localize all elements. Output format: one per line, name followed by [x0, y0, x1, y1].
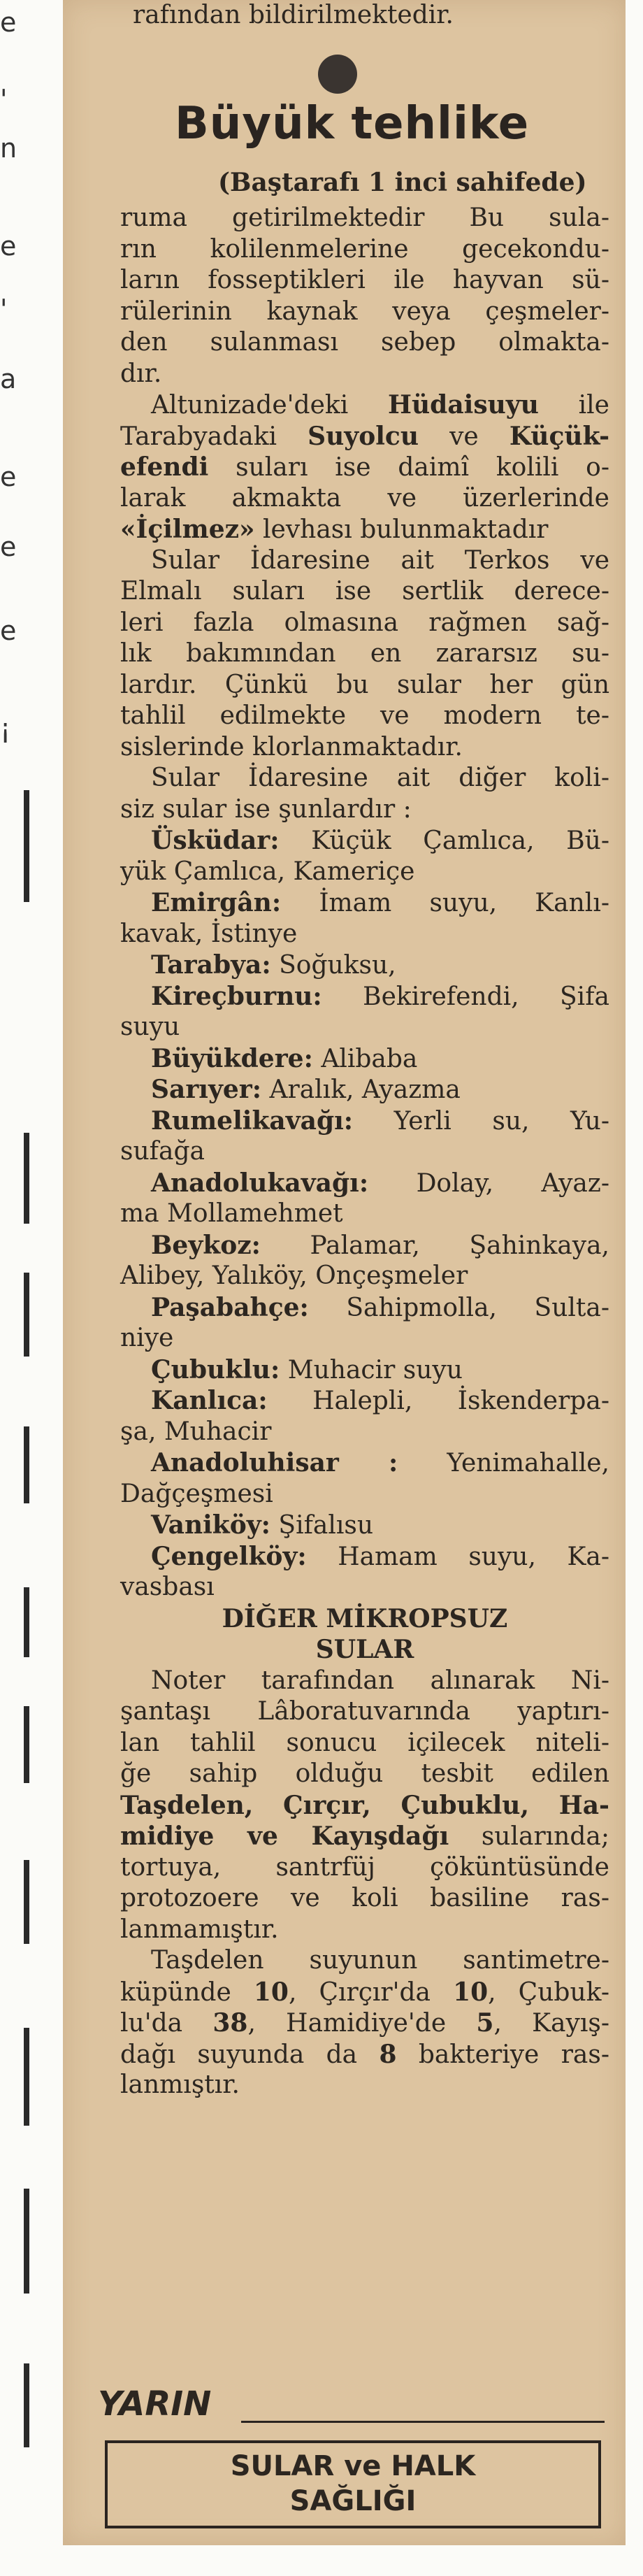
strip-letter: e: [0, 7, 17, 38]
text: dağı suyunda da: [120, 2040, 380, 2069]
text-line: tahlil edilmekte ve modern te-: [120, 701, 609, 730]
place-continuation: yük Çamlıca, Kameriçe: [120, 857, 415, 886]
article-body: [120, 203, 609, 2101]
place-name: Rumelikavağı:: [151, 1105, 354, 1136]
place-entry: [120, 1447, 609, 1479]
place-name: Büyükdere:: [151, 1043, 313, 1073]
place-name: Kireçburnu:: [151, 981, 322, 1011]
footer-label: YARIN: [98, 2384, 212, 2424]
strip-letter: ¡: [0, 713, 11, 744]
text-line: rın kolilenmelerine gecekondu-: [120, 234, 609, 264]
place-sources: Muhacir suyu: [280, 1355, 463, 1384]
place-entry: [120, 1354, 609, 1386]
place-continuation: niye: [120, 1324, 174, 1352]
subhead: (Baştarafı 1 inci sahifede): [218, 168, 587, 197]
place-name: Sarıyer:: [151, 1075, 262, 1104]
text: sularında;: [449, 1822, 609, 1851]
text: , Çırçır'da: [288, 1977, 454, 2007]
place-name: Vaniköy:: [151, 1510, 270, 1540]
place-name: Çubuklu:: [151, 1354, 280, 1384]
text: , Hamidiye'de: [247, 2009, 477, 2038]
text: lanmıştır.: [120, 2070, 240, 2099]
place-sources: Hamam suyu, Ka-: [306, 1542, 609, 1571]
strip-letter: a: [0, 364, 17, 394]
text: Altunizade'deki: [151, 391, 388, 420]
bold-text: 8: [379, 2039, 397, 2069]
text: levhası bulunmaktadır: [254, 515, 549, 544]
place-name: Üsküdar:: [151, 826, 280, 855]
text: , Çubuk-: [488, 1977, 609, 2007]
text-line: lardır. Çünkü bu sular her gün: [120, 670, 609, 699]
strip-letter: ': [0, 294, 8, 324]
paragraph-2: [120, 389, 609, 545]
bold-text: Hüdaisuyu: [387, 390, 539, 420]
place-sources: Soğuksu,: [270, 951, 396, 980]
place-sources: Sahipmolla, Sulta-: [308, 1293, 609, 1322]
place-sources: İmam suyu, Kanlı-: [281, 889, 609, 917]
section-heading-line: SULAR: [315, 1635, 414, 1664]
adjacent-clipping-strip: [0, 0, 29, 2576]
strip-letter: e: [0, 231, 17, 262]
text-line: [120, 483, 609, 515]
text: suları ise daimî kolili o-: [208, 453, 609, 482]
strip-bar: [24, 2028, 29, 2126]
place-sources: Bekirefendi, Şifa: [322, 982, 609, 1011]
text: şantaşı Lâboratuvarında yaptırı-: [120, 1697, 609, 1726]
text-line: [120, 452, 609, 483]
place-sources: Şifalısu: [270, 1511, 374, 1540]
place-name: Emirgân:: [151, 888, 282, 917]
strip-letter: e: [0, 461, 17, 492]
bold-text: 38: [212, 2008, 248, 2038]
strip-bar: [24, 2363, 29, 2447]
text: ve: [419, 422, 510, 451]
text-line: dır.: [120, 359, 162, 388]
text-line: [120, 1790, 609, 1822]
text-line: [120, 2070, 609, 2101]
bold-text: Suyolcu: [308, 421, 419, 451]
place-entry: [120, 825, 609, 857]
teaser-line-2: SAĞLIĞI: [289, 2485, 417, 2517]
place-sources: Aralık, Ayazma: [261, 1075, 461, 1104]
text-line: rülerinin kaynak veya çeşmeler-: [120, 296, 609, 326]
place-sources: Yenimahalle,: [398, 1449, 609, 1477]
text: Tarabyadaki: [120, 422, 308, 451]
place-sources: Yerli su, Yu-: [353, 1106, 609, 1136]
place-entry: [120, 1230, 609, 1261]
text: ğe sahip olduğu tesbit edilen: [120, 1759, 609, 1788]
strip-letter: e: [0, 615, 17, 646]
text-line: leri fazla olmasına rağmen sağ-: [120, 608, 609, 637]
paragraph-3: [120, 545, 609, 764]
paragraph-5: [120, 1666, 609, 1946]
text: Noter tarafından alınarak Ni-: [151, 1666, 609, 1695]
text: lanmamıştır.: [120, 1915, 279, 1944]
bold-text: 10: [253, 1977, 289, 2007]
place-continuation: Alibey, Yalıköy, Onçeşmeler: [120, 1261, 468, 1290]
text: küpünde: [120, 1977, 254, 2007]
text: lu'da: [120, 2009, 213, 2038]
bold-text: «İçilmez»: [120, 515, 255, 544]
place-name: Tarabya:: [151, 950, 271, 980]
bold-text: 10: [453, 1977, 489, 2007]
place-sources: Alibaba: [312, 1044, 418, 1073]
text: protozoere ve koli basiline ras-: [120, 1884, 609, 1912]
text-line: lık bakımından en zararsız su-: [120, 639, 609, 668]
place-entry: [120, 1043, 609, 1075]
place-entry: [120, 1292, 609, 1324]
text-line: [120, 389, 609, 421]
strip-bar: [24, 790, 29, 902]
place-continuation: kavak, İstinye: [120, 919, 298, 948]
place-name: Kanlıca:: [151, 1386, 268, 1415]
bullet-dot: [318, 55, 357, 94]
text-line: [120, 1945, 609, 1977]
text: , Kayış-: [493, 2009, 609, 2038]
text: bakteriye ras-: [396, 2040, 610, 2069]
text-line: [120, 2039, 609, 2070]
strip-letter: e: [0, 531, 17, 562]
paragraph-4: [120, 763, 609, 825]
paragraph-1: [120, 203, 609, 389]
text-line: Sular İdaresine ait Terkos ve: [151, 545, 609, 575]
text-line: den sulanması sebep olmakta-: [120, 328, 609, 357]
places-list: [120, 825, 609, 1603]
text-line: [120, 1666, 609, 1697]
place-entry: [120, 1385, 609, 1417]
text: larak akmakta ve üzerlerinde: [120, 483, 609, 513]
text: ile: [538, 391, 609, 420]
place-entry: [120, 1105, 609, 1137]
place-continuation: ma Mollamehmet: [120, 1199, 343, 1228]
footer-rule: [241, 2421, 605, 2423]
place-continuation: sufağa: [120, 1137, 205, 1166]
place-name: Çengelköy:: [151, 1541, 307, 1571]
text: lan tahlil sonucu içilecek niteli-: [120, 1728, 609, 1757]
place-name: Beykoz:: [151, 1230, 261, 1260]
teaser-box: [105, 2440, 601, 2528]
place-sources: Palamar, Şahinkaya,: [260, 1231, 609, 1260]
strip-letter: ': [0, 84, 8, 115]
place-continuation: vasbası: [120, 1573, 215, 1601]
text-line: [120, 1696, 609, 1728]
text-line: [120, 1915, 609, 1946]
text-line: [120, 421, 609, 452]
section-heading: [120, 1603, 609, 1666]
text-line: sislerinde klorlanmaktadır.: [120, 732, 463, 761]
text: tortuya, santrfüj çöküntüsünde: [120, 1852, 609, 1882]
strip-letter: n: [0, 133, 17, 164]
place-continuation: suyu: [120, 1012, 180, 1041]
paragraph-6: [120, 1945, 609, 2101]
bold-text: 5: [476, 2008, 494, 2038]
text-line: [120, 1883, 609, 1915]
strip-bar: [24, 1133, 29, 1224]
place-continuation: şa, Muhacir: [120, 1417, 272, 1446]
place-entry: [120, 981, 609, 1012]
strip-bar: [24, 2189, 29, 2294]
bold-text: efendi: [120, 452, 209, 482]
text: Taşdelen suyunun santimetre-: [151, 1946, 609, 1975]
text-line: [120, 1728, 609, 1759]
bold-text: midiye ve Kayışdağı: [120, 1822, 449, 1851]
top-line: rafından bildirilmektedir.: [133, 1, 454, 29]
text-line: ruma getirilmektedir Bu sula-: [120, 203, 609, 232]
text-line: siz sular ise şunlardır :: [120, 794, 412, 824]
teaser-line-1: SULAR ve HALK: [230, 2450, 476, 2482]
place-name: Anadolukavağı:: [151, 1168, 369, 1198]
bold-text: Taşdelen, Çırçır, Çubuklu, Ha-: [120, 1790, 609, 1820]
text-line: [120, 1977, 609, 2008]
text-line: [120, 1852, 609, 1884]
strip-bar: [24, 1706, 29, 1783]
text-line: ların fosseptikleri ile hayvan sü-: [120, 266, 609, 294]
place-entry: [120, 1074, 609, 1105]
text-line: [120, 2008, 609, 2039]
bold-text: Küçük-: [509, 421, 610, 451]
text-line: [120, 514, 609, 545]
text-line: [120, 1821, 609, 1852]
place-entry: [120, 1510, 609, 1541]
place-continuation: Dağçeşmesi: [120, 1479, 273, 1508]
strip-bar: [24, 1273, 29, 1357]
text-line: [120, 1759, 609, 1790]
place-name: Paşabahçe:: [151, 1292, 309, 1322]
place-entry: [120, 1168, 609, 1199]
place-sources: Küçük Çamlıca, Bü-: [279, 827, 609, 855]
text-line: Sular İdaresine ait diğer koli-: [151, 764, 609, 792]
section-heading-line: DİĞER MİKROPSUZ: [222, 1603, 508, 1633]
headline: Büyük tehlike: [175, 98, 530, 150]
text-line: Elmalı suları ise sertlik derece-: [120, 577, 609, 606]
place-entry: [120, 887, 609, 919]
place-name: Anadoluhisar :: [151, 1448, 398, 1477]
strip-bar: [24, 1587, 29, 1657]
strip-bar: [24, 1426, 29, 1503]
strip-bar: [24, 1860, 29, 1944]
place-sources: Halepli, İskenderpa-: [267, 1387, 609, 1415]
place-entry: [120, 1541, 609, 1573]
place-sources: Dolay, Ayaz-: [368, 1168, 609, 1198]
place-entry: [120, 950, 609, 981]
